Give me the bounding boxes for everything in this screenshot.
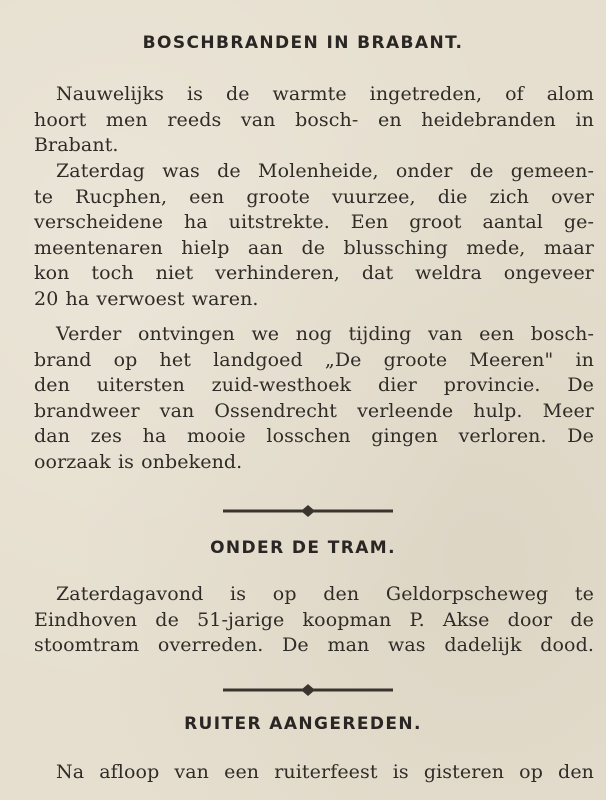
headline-boschbranden: BOSCHBRANDEN IN BRABANT. — [142, 33, 464, 53]
text-line: Eindhoven de 51-jarige koopman P. Akse door de — [34, 608, 594, 631]
text-line: Na afloop van een ruiterfeest is gisteren op den — [56, 761, 594, 783]
text-line: meentenaren hielp aan de blussching mede, maar — [34, 236, 594, 259]
text-line: brand op het landgoed „De groote Meeren" in — [34, 348, 594, 371]
headline-ruiter-aangereden: RUITER AANGEREDEN. — [184, 714, 422, 734]
newspaper-column — [12, 0, 594, 800]
text-line: Zaterdag was de Molenheide, onder de gemeen- — [56, 160, 594, 182]
article-paragraph — [34, 760, 594, 786]
text-line: stoomtram overreden. De man was dadelijk dood. — [34, 634, 594, 656]
article-paragraph — [34, 322, 594, 475]
text-line: te Rucphen, een groote vuurzee, die zich over — [34, 185, 594, 208]
text-line: den uitersten zuid-westhoek dier provincie. De — [34, 374, 594, 396]
article-paragraph — [34, 582, 594, 659]
text-line: oorzaak is onbekend. — [34, 450, 243, 473]
text-line: Verder ontvingen we nog tijding van een bosch- — [56, 323, 594, 345]
text-line: Nauwelijks is de warmte ingetreden, of alom — [56, 83, 594, 105]
article-paragraph — [34, 82, 594, 159]
text-line: Zaterdagavond is op den Geldorpscheweg te — [56, 583, 594, 605]
headline-onder-de-tram: ONDER DE TRAM. — [210, 538, 396, 558]
text-line: verscheidene ha uitstrekte. Een groot aantal ge- — [34, 211, 594, 233]
text-line: brandweer van Ossendrecht verleende hulp. Meer — [34, 399, 594, 422]
text-line: kon toch niet verhinderen, dat weldra ongeveer — [34, 262, 594, 284]
text-line: Brabant. — [34, 134, 119, 156]
text-line: hoort men reeds van bosch- en heidebranden in — [34, 108, 594, 131]
text-line: 20 ha verwoest waren. — [34, 287, 259, 310]
text-line: dan zes ha mooie losschen gingen verloren. De — [34, 425, 594, 447]
article-paragraph — [34, 159, 594, 312]
section-divider — [223, 684, 393, 696]
section-divider — [223, 505, 393, 517]
